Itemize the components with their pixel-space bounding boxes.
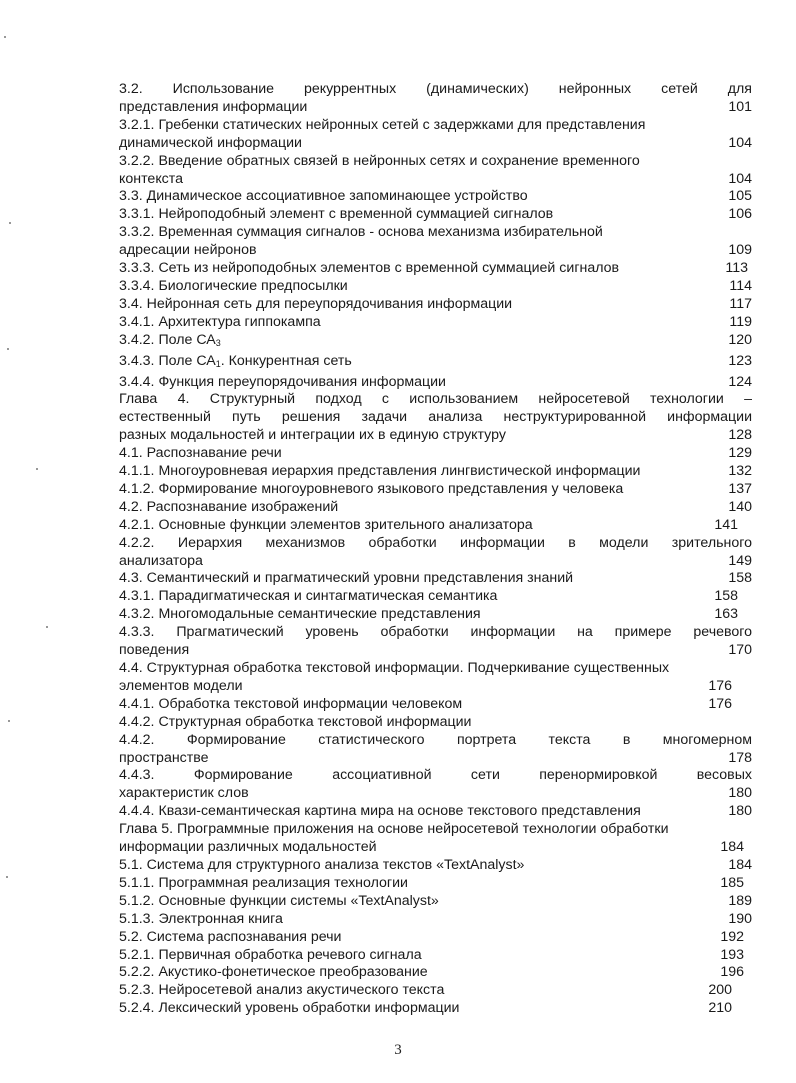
toc-page-number: 101 [728, 98, 752, 115]
toc-line [119, 642, 752, 660]
toc-entry-text: 4.2. Распознавание изображений [119, 498, 339, 515]
toc-entry-text-suffix: . Конкурентная сеть [220, 352, 352, 369]
toc-entry-title [119, 117, 645, 135]
toc-entry-title [119, 588, 497, 606]
toc-entry [119, 1000, 752, 1018]
toc-entry-title [119, 553, 203, 571]
toc-line [119, 332, 752, 353]
toc-page-number: 210 [708, 1000, 732, 1017]
toc-entry [119, 314, 752, 332]
toc-entry [119, 81, 752, 117]
toc-entry-text: 5.2. Система распознавания речи [119, 928, 342, 945]
scan-speck [4, 36, 6, 38]
toc-entry-text: 3.4.4. Функция переупорядочивания информации [119, 373, 446, 390]
toc-entry-title [119, 242, 257, 260]
toc-page-number: 184 [728, 856, 752, 873]
toc-page-number: 193 [720, 946, 744, 963]
toc-entry [119, 875, 752, 893]
subscript: 3 [215, 337, 221, 348]
toc-entry-title [119, 171, 183, 189]
toc-entry-title [119, 732, 752, 750]
toc-page-number: 178 [728, 749, 752, 766]
toc-page-number: 158 [728, 570, 752, 587]
toc-entry-text: 3.2. Использование рекуррентных (динамических) нейронных сетей для [119, 81, 752, 97]
toc-entry-text: 5.1.1. Программная реализация технологии [119, 874, 408, 891]
toc-entry-text: Глава 5. Программные приложения на основе нейросетевой технологии обработки [119, 821, 669, 838]
toc-entry-text: 4.4. Структурная обработка текстовой информации. Подчеркивание существенных [119, 660, 670, 676]
toc-entry-text: элементов модели [119, 677, 243, 694]
toc-entry-text: адресации нейронов [119, 242, 257, 259]
toc-line [119, 875, 752, 893]
toc-page-number: 129 [728, 445, 752, 462]
toc-entry-title [119, 911, 283, 929]
toc-entry-title [119, 929, 341, 947]
toc-line [119, 296, 752, 314]
toc-entry-title [119, 499, 338, 517]
scan-speck [8, 720, 10, 722]
toc-line [119, 803, 752, 821]
toc-entry-title [119, 296, 512, 314]
toc-line [119, 81, 752, 99]
toc-entry [119, 391, 752, 445]
toc-entry-title [119, 964, 428, 982]
toc-entry [119, 481, 752, 499]
toc-page-number: 196 [720, 964, 744, 981]
scan-speck [9, 222, 11, 224]
toc-line [119, 732, 752, 750]
toc-entry-text: 4.3.1. Парадигматическая и синтагматическая семантика [119, 588, 498, 605]
toc-page-number: 119 [729, 313, 752, 330]
toc-line [119, 260, 752, 278]
toc-line [119, 188, 752, 206]
toc-entry [119, 153, 752, 189]
page-number: 3 [394, 1042, 402, 1058]
toc-page-number: 105 [728, 188, 752, 205]
toc-line [119, 445, 752, 463]
toc-line [119, 947, 752, 965]
toc-entry-text: 3.3.2. Временная суммация сигналов - основа механизма избирательной [119, 224, 603, 241]
toc-entry-title [119, 188, 528, 206]
scan-speck [46, 626, 48, 628]
toc-line [119, 535, 752, 553]
toc-page-number: 124 [728, 373, 752, 390]
toc-entry [119, 463, 752, 481]
toc-entry-text: 5.1. Система для структурного анализа текстов «TextAnalyst» [119, 856, 525, 873]
toc-page-number: 141 [714, 516, 738, 533]
toc-entry-title [119, 332, 221, 353]
toc-line [119, 929, 752, 947]
toc-entry [119, 374, 752, 392]
toc-entry [119, 588, 752, 606]
toc-entry [119, 893, 752, 911]
toc-entry-text: 3.2.1. Гребенки статических нейронных сетей с задержками для представления [119, 116, 646, 133]
toc-page-number: 176 [708, 677, 732, 694]
toc-page-number: 185 [720, 874, 744, 891]
toc-entry [119, 570, 752, 588]
toc-entry [119, 117, 752, 153]
scan-speck [6, 876, 8, 878]
toc-entry [119, 714, 752, 732]
toc-page-number: 114 [729, 277, 752, 294]
toc-line [119, 391, 752, 409]
toc-entry-text: 3.2.2. Введение обратных связей в нейронных сетях и сохранение временного [119, 152, 640, 169]
toc-entry-title [119, 427, 506, 445]
toc-entry-text: 4.4.1. Обработка текстовой информации человеком [119, 695, 463, 712]
toc-entry [119, 929, 752, 947]
toc-entry [119, 947, 752, 965]
toc-page-number: 180 [728, 803, 752, 820]
toc-line [119, 117, 752, 135]
toc-entry-text: 5.1.3. Электронная книга [119, 910, 283, 927]
toc-entry-title [119, 517, 533, 535]
toc-entry-title [119, 570, 573, 588]
toc-entry [119, 964, 752, 982]
toc-line [119, 606, 752, 624]
toc-entry-title [119, 821, 669, 839]
toc-entry-title [119, 1000, 459, 1018]
toc-entry-title [119, 606, 481, 624]
toc-entry-text: 3.4. Нейронная сеть для переупорядочивания информации [119, 295, 513, 312]
toc-entry-title [119, 135, 302, 153]
toc-page-number: 120 [728, 331, 752, 348]
toc-line [119, 242, 752, 260]
subscript: 1 [215, 358, 221, 369]
toc-page-number: 104 [728, 134, 752, 151]
toc-page-number: 163 [714, 606, 738, 623]
toc-line [119, 821, 752, 839]
toc-entry-title [119, 624, 752, 642]
toc-line [119, 893, 752, 911]
toc-entry-text: 3.3.4. Биологические предпосылки [119, 277, 348, 294]
toc-line [119, 314, 752, 332]
toc-page-number: 109 [728, 242, 752, 259]
toc-line [119, 427, 752, 445]
toc-page-number: 176 [708, 695, 732, 712]
toc-line [119, 553, 752, 571]
table-of-contents [119, 81, 752, 1018]
toc-line [119, 99, 752, 117]
toc-entry [119, 982, 752, 1000]
toc-line [119, 463, 752, 481]
toc-line [119, 206, 752, 224]
toc-entry [119, 499, 752, 517]
toc-entry-text: разных модальностей и интеграции их в единую структуру [119, 427, 506, 444]
toc-line [119, 353, 752, 374]
toc-line [119, 135, 752, 153]
toc-entry-title [119, 767, 752, 785]
toc-line [119, 964, 752, 982]
toc-entry-text: 3.4.2. Поле СА [119, 331, 216, 348]
toc-entry-text: 4.4.3. Формирование ассоциативной сети перенормировкой весовых [119, 767, 752, 784]
toc-page-number: 104 [728, 170, 752, 187]
toc-entry-title [119, 99, 307, 117]
toc-line [119, 481, 752, 499]
scan-speck [7, 348, 9, 350]
toc-entry-title [119, 982, 444, 1000]
toc-line [119, 517, 752, 535]
toc-entry-text: 3.3. Динамическое ассоциативное запоминающее устройство [119, 188, 528, 205]
toc-line [119, 767, 752, 785]
toc-entry-title [119, 857, 524, 875]
toc-line [119, 839, 752, 857]
toc-entry-title [119, 481, 623, 499]
toc-entry [119, 517, 752, 535]
toc-entry-title [119, 224, 603, 242]
toc-entry [119, 332, 752, 353]
toc-entry [119, 535, 752, 571]
toc-page-number: 113 [725, 260, 748, 277]
toc-entry-title [119, 678, 243, 696]
toc-entry-text: анализатора [119, 552, 203, 569]
toc-line [119, 278, 752, 296]
toc-line [119, 982, 752, 1000]
toc-entry-title [119, 875, 408, 893]
toc-page-number: 117 [729, 295, 752, 312]
toc-entry [119, 278, 752, 296]
toc-line [119, 785, 752, 803]
toc-page-number: 190 [728, 910, 752, 927]
toc-line [119, 374, 752, 392]
toc-line [119, 714, 752, 732]
toc-entry [119, 660, 752, 696]
toc-entry-text: характеристик слов [119, 785, 249, 802]
toc-entry-text: 4.2.2. Иерархия механизмов обработки информации в модели зрительного [119, 534, 752, 551]
toc-entry-text: 3.3.3. Сеть из нейроподобных элементов с временной суммацией сигналов [119, 260, 620, 277]
scan-speck [36, 468, 38, 470]
toc-entry [119, 445, 752, 463]
toc-page-number: 132 [728, 463, 752, 480]
toc-entry [119, 206, 752, 224]
toc-entry [119, 606, 752, 624]
toc-entry-text: поведения [119, 642, 190, 659]
toc-entry-title [119, 660, 669, 678]
toc-page-number: 170 [728, 642, 752, 659]
toc-page-number: 184 [720, 839, 744, 856]
toc-entry-text: 4.1.1. Многоуровневая иерархия представления лингвистической информации [119, 463, 641, 480]
toc-entry-title [119, 535, 752, 553]
toc-entry-title [119, 642, 189, 660]
toc-page-number: 106 [728, 206, 752, 223]
toc-entry [119, 767, 752, 803]
toc-entry-text: контекста [119, 170, 184, 187]
toc-page-number: 192 [720, 928, 744, 945]
toc-entry-title [119, 409, 752, 427]
toc-entry-title [119, 81, 752, 99]
toc-line [119, 750, 752, 768]
toc-entry-text: 4.3.3. Прагматический уровень обработки информации на примере речевого [119, 624, 752, 641]
toc-entry-text: представления информации [119, 98, 308, 115]
toc-entry [119, 624, 752, 660]
toc-entry-title [119, 714, 471, 732]
toc-line [119, 570, 752, 588]
toc-entry-text: 5.2.3. Нейросетевой анализ акустического текста [119, 982, 445, 999]
toc-line [119, 624, 752, 642]
toc-entry-text: пространстве [119, 749, 209, 766]
toc-line [119, 588, 752, 606]
toc-entry [119, 911, 752, 929]
toc-entry-text: 5.1.2. Основные функции системы «TextAnalyst» [119, 892, 439, 909]
toc-entry-text: 5.2.1. Первичная обработка речевого сигнала [119, 946, 422, 963]
toc-entry-title [119, 314, 321, 332]
toc-line [119, 911, 752, 929]
toc-entry [119, 732, 752, 768]
toc-entry-title [119, 445, 282, 463]
toc-line [119, 696, 752, 714]
toc-entry-title [119, 391, 752, 409]
toc-entry-text: 3.4.1. Архитектура гиппокампа [119, 313, 321, 330]
toc-entry-title [119, 803, 641, 821]
toc-entry [119, 296, 752, 314]
toc-line [119, 153, 752, 171]
toc-line [119, 171, 752, 189]
toc-entry-text: 5.2.2. Акустико-фонетическое преобразование [119, 964, 428, 981]
toc-page-number: 180 [728, 785, 752, 802]
toc-entry [119, 803, 752, 821]
toc-entry-title [119, 893, 439, 911]
toc-page-number: 140 [728, 498, 752, 515]
toc-page-number: 123 [728, 352, 752, 369]
toc-entry-title [119, 839, 377, 857]
toc-entry-text: 4.1. Распознавание речи [119, 445, 282, 462]
toc-entry-title [119, 696, 462, 714]
toc-entry-text: 4.1.2. Формирование многоуровневого языкового представления у человека [119, 480, 624, 497]
toc-entry-text: 4.2.1. Основные функции элементов зрительного анализатора [119, 516, 533, 533]
toc-entry-text: динамической информации [119, 134, 302, 151]
toc-line [119, 1000, 752, 1018]
toc-entry-text: 5.2.4. Лексический уровень обработки информации [119, 1000, 460, 1017]
toc-entry-text: 4.4.2. Формирование статистического портрета текста в многомерном [119, 731, 752, 748]
toc-entry-text: 3.4.3. Поле СА [119, 352, 216, 369]
toc-entry-text: 4.4.2. Структурная обработка текстовой информации [119, 713, 472, 730]
toc-entry-text: информации различных модальностей [119, 839, 377, 856]
toc-entry [119, 821, 752, 857]
toc-page-number: 137 [728, 480, 752, 497]
toc-line [119, 499, 752, 517]
toc-entry-text: 4.4.4. Квази-семантическая картина мира на основе текстового представления [119, 803, 641, 820]
toc-entry-title [119, 353, 352, 374]
toc-entry-text: 4.3. Семантический и прагматический уровни представления знаний [119, 570, 574, 587]
toc-line [119, 224, 752, 242]
toc-entry-title [119, 947, 422, 965]
toc-entry [119, 224, 752, 260]
toc-entry-title [119, 750, 209, 768]
toc-entry-title [119, 260, 619, 278]
toc-entry-text: естественный путь решения задачи анализа неструктурированной информации [119, 409, 752, 426]
toc-entry [119, 857, 752, 875]
toc-page-number: 128 [728, 427, 752, 444]
toc-entry-title [119, 278, 348, 296]
toc-entry [119, 260, 752, 278]
toc-line [119, 678, 752, 696]
toc-entry-title [119, 463, 640, 481]
toc-entry-title [119, 153, 640, 171]
toc-line [119, 660, 752, 678]
toc-entry-text: 4.3.2. Многомодальные семантические представления [119, 606, 481, 623]
toc-page-number: 200 [708, 982, 732, 999]
toc-entry [119, 188, 752, 206]
toc-entry-title [119, 206, 553, 224]
toc-entry [119, 353, 752, 374]
toc-entry-text: Глава 4. Структурный подход с использованием нейросетевой технологии – [119, 391, 752, 408]
toc-entry-title [119, 374, 446, 392]
toc-entry-text: 3.3.1. Нейроподобный элемент с временной суммацией сигналов [119, 206, 554, 223]
toc-page-number: 158 [714, 588, 738, 605]
toc-page-number: 189 [728, 892, 752, 909]
toc-entry-title [119, 785, 249, 803]
toc-line [119, 409, 752, 427]
toc-line [119, 857, 752, 875]
toc-page-number: 149 [728, 552, 752, 569]
toc-entry [119, 696, 752, 714]
